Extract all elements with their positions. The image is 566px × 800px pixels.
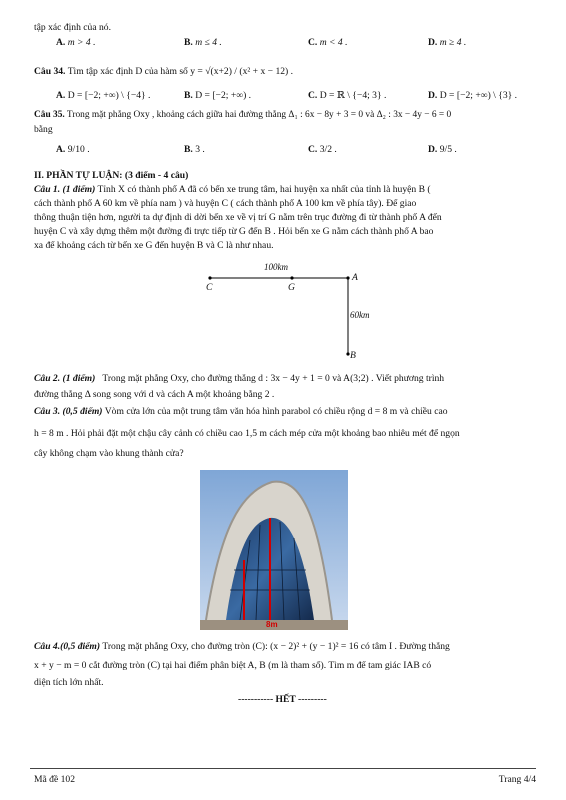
question-35 <box>34 110 451 120</box>
problem-label: Câu 1. (1 điểm) <box>34 184 96 195</box>
option-text: 3 . <box>195 144 205 155</box>
point-g: G <box>288 282 295 293</box>
label-100km: 100km <box>264 262 288 272</box>
arch-illustration <box>200 470 348 630</box>
q33-option-d: D. m ≥ 4 . <box>428 37 467 48</box>
problem-label: Câu 2. (1 điểm) <box>34 373 96 384</box>
question-label: Câu 35. <box>34 110 65 120</box>
label-60km: 60km <box>350 310 370 320</box>
q35-option-a: A. 9/10 . <box>56 144 90 155</box>
problem-4-line-1 <box>34 641 450 652</box>
q33-option-c: C. m < 4 . <box>308 37 348 48</box>
arch-photo <box>200 470 348 630</box>
q34-option-b: B. D = [−2; +∞) . <box>184 90 252 101</box>
width-label: 8m <box>266 620 278 629</box>
option-text: 9/10 . <box>67 144 90 155</box>
problem-label: Câu 3. (0,5 điểm) <box>34 406 103 417</box>
point-c: C <box>206 282 213 293</box>
option-text: m < 4 . <box>319 37 348 48</box>
option-text: 3/2 . <box>319 144 337 155</box>
q35-option-c: C. 3/2 . <box>308 144 337 155</box>
footer-divider <box>30 768 536 769</box>
problem-1-line-2: cách thành phố A 60 km về phía nam ) và huyện C ( cách thành phố A 100 km về phía tây). Để giao <box>34 198 417 209</box>
footer-exam-code: Mã đề 102 <box>34 774 76 785</box>
question-text: Tìm tập xác định D của hàm số y = √(x+2) / (x² + x − 12) . <box>67 66 294 77</box>
footer-page-number: Trang 4/4 <box>498 774 536 785</box>
text-line: tập xác định của nó. <box>34 22 111 33</box>
problem-1-line-1 <box>34 184 431 195</box>
diagram-svg <box>200 262 370 366</box>
problem-3-line-1 <box>34 406 448 417</box>
problem-4-line-3: diện tích lớn nhất. <box>34 677 104 688</box>
point-b: B <box>350 350 356 361</box>
problem-2-line-1 <box>34 373 444 384</box>
q35-option-d: D. 9/5 . <box>428 144 457 155</box>
option-text: m ≤ 4 . <box>195 37 222 48</box>
q35-option-b: B. 3 . <box>184 144 205 155</box>
problem-4-line-2: x + y − m = 0 cắt đường tròn (C) tại hai điểm phân biệt A, B (m là tham số). Tìm m để tam giác IAB có <box>34 660 432 671</box>
problem-label: Câu 4.(0,5 điểm) <box>34 641 101 652</box>
option-text: m ≥ 4 . <box>439 37 467 48</box>
q34-option-d: D. D = [−2; +∞) \ {3} . <box>428 90 518 101</box>
problem-3-line-3: cây không chạm vào khung thành cửa? <box>34 448 184 459</box>
option-text: D = [−2; +∞) \ {−4} . <box>67 90 151 101</box>
problem-text: Trong mặt phẳng Oxy, cho đường thẳng d : 3x − 4y + 1 = 0 và A(3;2) . Viết phương trình <box>102 373 445 384</box>
problem-1-line-4: huyện C và xây dựng thêm một đường đi trực tiếp từ G đến B . Hỏi bến xe G nằm cách thành phố A bao <box>34 226 434 237</box>
q34-option-a: A. D = [−2; +∞) \ {−4} . <box>56 90 151 101</box>
end-marker: ----------- HẾT --------- <box>238 694 327 705</box>
q33-option-a: A. m > 4 . <box>56 37 96 48</box>
question-35-cont: bằng <box>34 124 53 135</box>
option-text: D = [−2; +∞) \ {3} . <box>439 90 518 101</box>
problem-text: Vòm cửa lớn của một trung tâm văn hóa hình parabol có chiều rộng d = 8 m và chiều cao <box>104 406 448 417</box>
section-title: II. PHẦN TỰ LUẬN: (3 điểm - 4 câu) <box>34 170 189 181</box>
option-text: m > 4 . <box>67 37 96 48</box>
question-text: Trong mặt phẳng Oxy , khoảng cách giữa hai đường thẳng Δ₁ : 6x − 8y + 3 = 0 và Δ₂ : 3x − 4y − 6 = 0 <box>66 110 452 120</box>
distance-diagram <box>200 262 370 366</box>
question-label: Câu 34. <box>34 66 66 77</box>
q34-option-c: C. D = ℝ \ {−4; 3} . <box>308 90 387 101</box>
option-text: 9/5 . <box>439 144 457 155</box>
question-34 <box>34 66 293 77</box>
option-text: D = ℝ \ {−4; 3} . <box>319 90 387 101</box>
problem-3-line-2: h = 8 m . Hỏi phải đặt một chậu cây cảnh có chiều cao 1,5 m cách mép cửa một khoảng bao nhiêu mét để ngọn <box>34 428 460 439</box>
problem-text: Tỉnh X có thành phố A đã có bến xe trung tâm, hai huyện xa nhất của tỉnh là huyện B ( <box>97 184 431 195</box>
point-a: A <box>352 272 358 283</box>
problem-1-line-5: xa để khoảng cách từ bến xe G đến huyện B và C là như nhau. <box>34 240 274 251</box>
problem-text: Trong mặt phẳng Oxy, cho đường tròn (C): (x − 2)² + (y − 1)² = 16 có tâm I . Đường thẳng <box>102 641 450 652</box>
q33-option-b: B. m ≤ 4 . <box>184 37 222 48</box>
problem-1-line-3: thông thuận tiện hơn, người ta dự định di dời bến xe về vị trí G nằm trên trục đường đi từ thành phố A đến <box>34 212 442 223</box>
option-text: D = [−2; +∞) . <box>195 90 252 101</box>
problem-2-line-2: đường thẳng Δ song song với d và cách A một khoảng bằng 2 . <box>34 389 275 400</box>
